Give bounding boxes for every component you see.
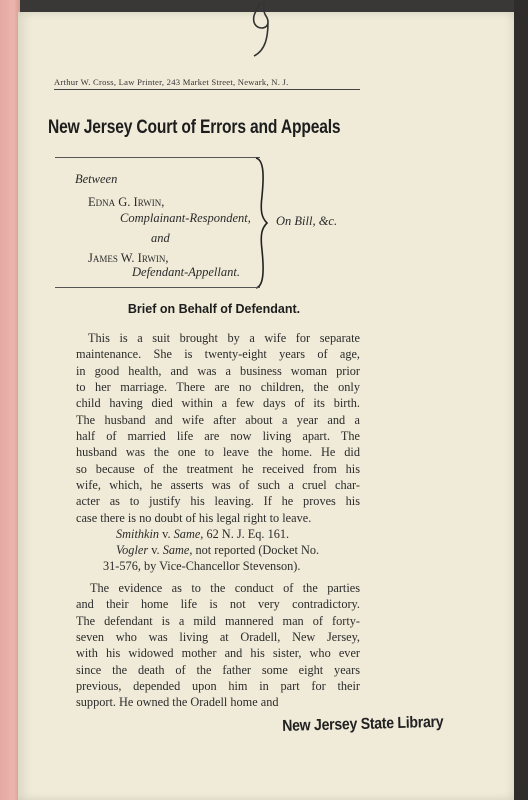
citation-2	[116, 543, 319, 558]
text-line: The defendant is a mild mannered man of forty-	[76, 613, 360, 628]
caption-bottom-rule	[55, 287, 260, 288]
citation-2-case: Vogler	[116, 543, 149, 557]
text-line: wife, which, he asserts was of such a cruel char-	[76, 478, 360, 493]
paragraph-1	[76, 330, 360, 526]
text-line: in good health, and was a business woman prior	[76, 363, 360, 378]
defendant-role: Defendant-Appellant.	[132, 265, 240, 279]
text-line: with his widowed mother and his sister, who ever	[76, 646, 360, 661]
citation-1	[116, 527, 289, 542]
text-line: to her marriage. There are no children, the only	[76, 380, 360, 395]
citation-1-ref: 62 N. J. Eq. 161.	[206, 527, 290, 541]
text-line: half of married life are now living apart. The	[76, 429, 360, 444]
citation-1-case: Smithkin	[116, 527, 160, 541]
text-line: previous, depended upon him in part for their	[76, 679, 360, 694]
text-line: This is a suit brought by a wife for separate	[88, 331, 360, 345]
citation-1-same: Same,	[173, 527, 204, 541]
citation-2-continued: 31-576, by Vice-Chancellor Stevenson).	[103, 559, 301, 573]
page-edge-red	[0, 0, 20, 800]
caption-and: and	[151, 231, 170, 245]
citation-2-ref-line1: not reported (Docket No.	[195, 543, 320, 557]
library-stamp: New Jersey State Library	[282, 713, 444, 735]
text-line: seven who was living at Oradell, New Jersey,	[76, 630, 360, 645]
text-line: child having died within a few days of its birth.	[76, 396, 360, 411]
pencil-mark-icon	[238, 0, 278, 60]
text-line: husband was the one to leave the home. He did	[76, 445, 360, 460]
text-line: The husband and wife after about a year and a	[76, 412, 360, 427]
paragraph-2	[76, 580, 360, 711]
plaintiff-role: Complainant-Respondent,	[120, 211, 251, 225]
plaintiff-name: Edna G. Irwin,	[88, 195, 165, 209]
text-line: The evidence as to the conduct of the parties	[90, 581, 360, 595]
on-bill: On Bill, &c.	[276, 214, 338, 228]
text-line: support. He owned the Oradell home and	[76, 695, 279, 710]
brief-heading: Brief on Behalf of Defendant.	[127, 302, 301, 316]
text-line: case there is no doubt of his legal right to leave.	[76, 510, 312, 525]
text-line: acter as to justify his leaving. If he proves his	[76, 494, 360, 509]
caption-top-rule	[55, 157, 260, 158]
text-line: maintenance. She is twenty-eight years of age,	[76, 347, 360, 362]
defendant-name: James W. Irwin,	[88, 251, 169, 265]
text-line: since the death of the father some eight years	[76, 662, 360, 677]
caption-brace-icon	[252, 156, 270, 290]
text-line: so because of the treatment he received from his	[76, 461, 360, 476]
court-title: New Jersey Court of Errors and Appeals	[48, 116, 341, 138]
printer-line: Arthur W. Cross, Law Printer, 243 Market Street, Newark, N. J.	[54, 77, 360, 90]
citation-1-v: v.	[162, 527, 171, 541]
citation-2-same: Same,	[162, 543, 193, 557]
page-edge-dark	[514, 0, 528, 800]
text-line: and their home life is not very contradictory.	[76, 597, 360, 612]
citation-2-v: v.	[151, 543, 160, 557]
caption-between: Between	[75, 172, 118, 186]
